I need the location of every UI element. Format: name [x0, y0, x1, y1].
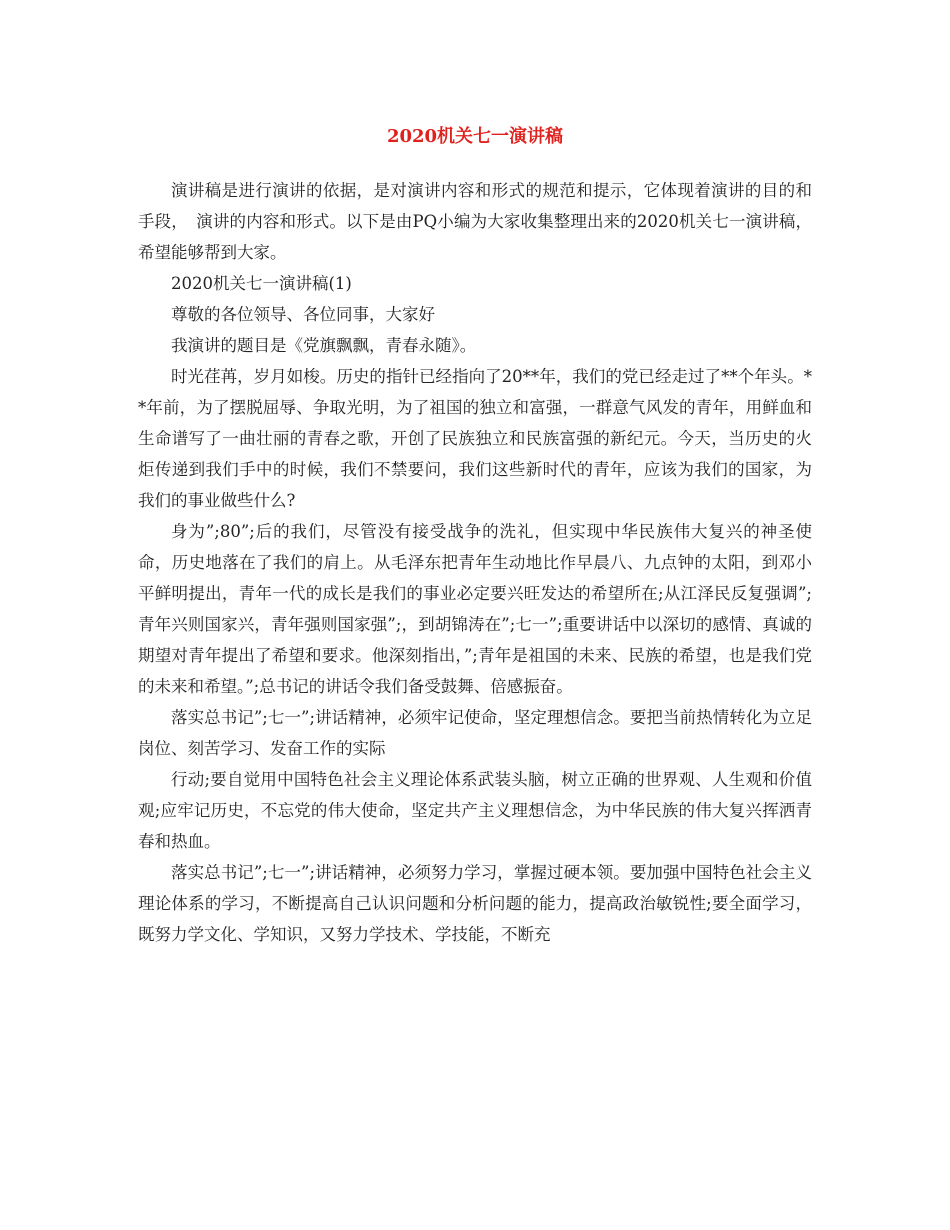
paragraph: 时光荏苒，岁月如梭。历史的指针已经指向了20**年，我们的党已经走过了**个年头。**年前，为了摆脱屈辱、争取光明，为了祖国的独立和富强，一群意气风发的青年，用鲜血和生命谱写了一曲壮丽的青春之歌，开创了民族独立和民族富强的新纪元。今天，当历史的火炬传递到我们手中的时候，我们不禁要问，我们这些新时代的青年，应该为我们的国家，为我们的事业做些什么? — [138, 367, 812, 510]
paragraph: 落实总书记”;七一”;讲话精神，必须努力学习，掌握过硬本领。要加强中国特色社会主义理论体系的学习，不断提高自己认识问题和分析问题的能力，提高政治敏锐性;要全面学习，既努力学文化、学知识，又努力学技术、学技能，不断充 — [138, 863, 812, 944]
paragraph-topic: 我演讲的题目是《党旗飘飘，青春永随》。 — [171, 336, 477, 355]
paragraph: 身为”;80”;后的我们，尽管没有接受战争的洗礼，但实现中华民族伟大复兴的神圣使命，历史地落在了我们的肩上。从毛泽东把青年生动地比作早晨八、九点钟的太阳，到邓小平鲜明提出，青年一代的成长是我们的事业必定要兴旺发达的希望所在;从江泽民反复强调”;青年兴则国家兴，青年强则国家强”;，到胡锦涛在”;七一”;重要讲话中以深切的感情、真诚的期望对青年提出了希望和要求。他深刻指出，”;青年是祖国的未来、民族的希望，也是我们党的未来和希望。”;总书记的讲话令我们备受鼓舞、倍感振奋。 — [138, 522, 812, 696]
document-title: 2020机关七一演讲稿 — [386, 126, 564, 147]
paragraph-subtitle: 2020机关七一演讲稿(1) — [171, 274, 352, 293]
document-body — [138, 175, 812, 950]
paragraph: 行动;要自觉用中国特色社会主义理论体系武装头脑，树立正确的世界观、人生观和价值观;应牢记历史，不忘党的伟大使命，坚定共产主义理想信念，为中华民族的伟大复兴挥洒青春和热血。 — [138, 770, 812, 851]
paragraph: 落实总书记”;七一”;讲话精神，必须牢记使命，坚定理想信念。要把当前热情转化为立足岗位、刻苦学习、发奋工作的实际 — [138, 708, 812, 758]
paragraph-greeting: 尊敬的各位领导、各位同事，大家好 — [171, 305, 435, 324]
paragraph-intro: 演讲稿是进行演讲的依据，是对演讲内容和形式的规范和提示，它体现着演讲的目的和手段， 演讲的内容和形式。以下是由PQ小编为大家收集整理出来的2020机关七一演讲稿，希望能够帮到大家。 — [138, 181, 812, 262]
